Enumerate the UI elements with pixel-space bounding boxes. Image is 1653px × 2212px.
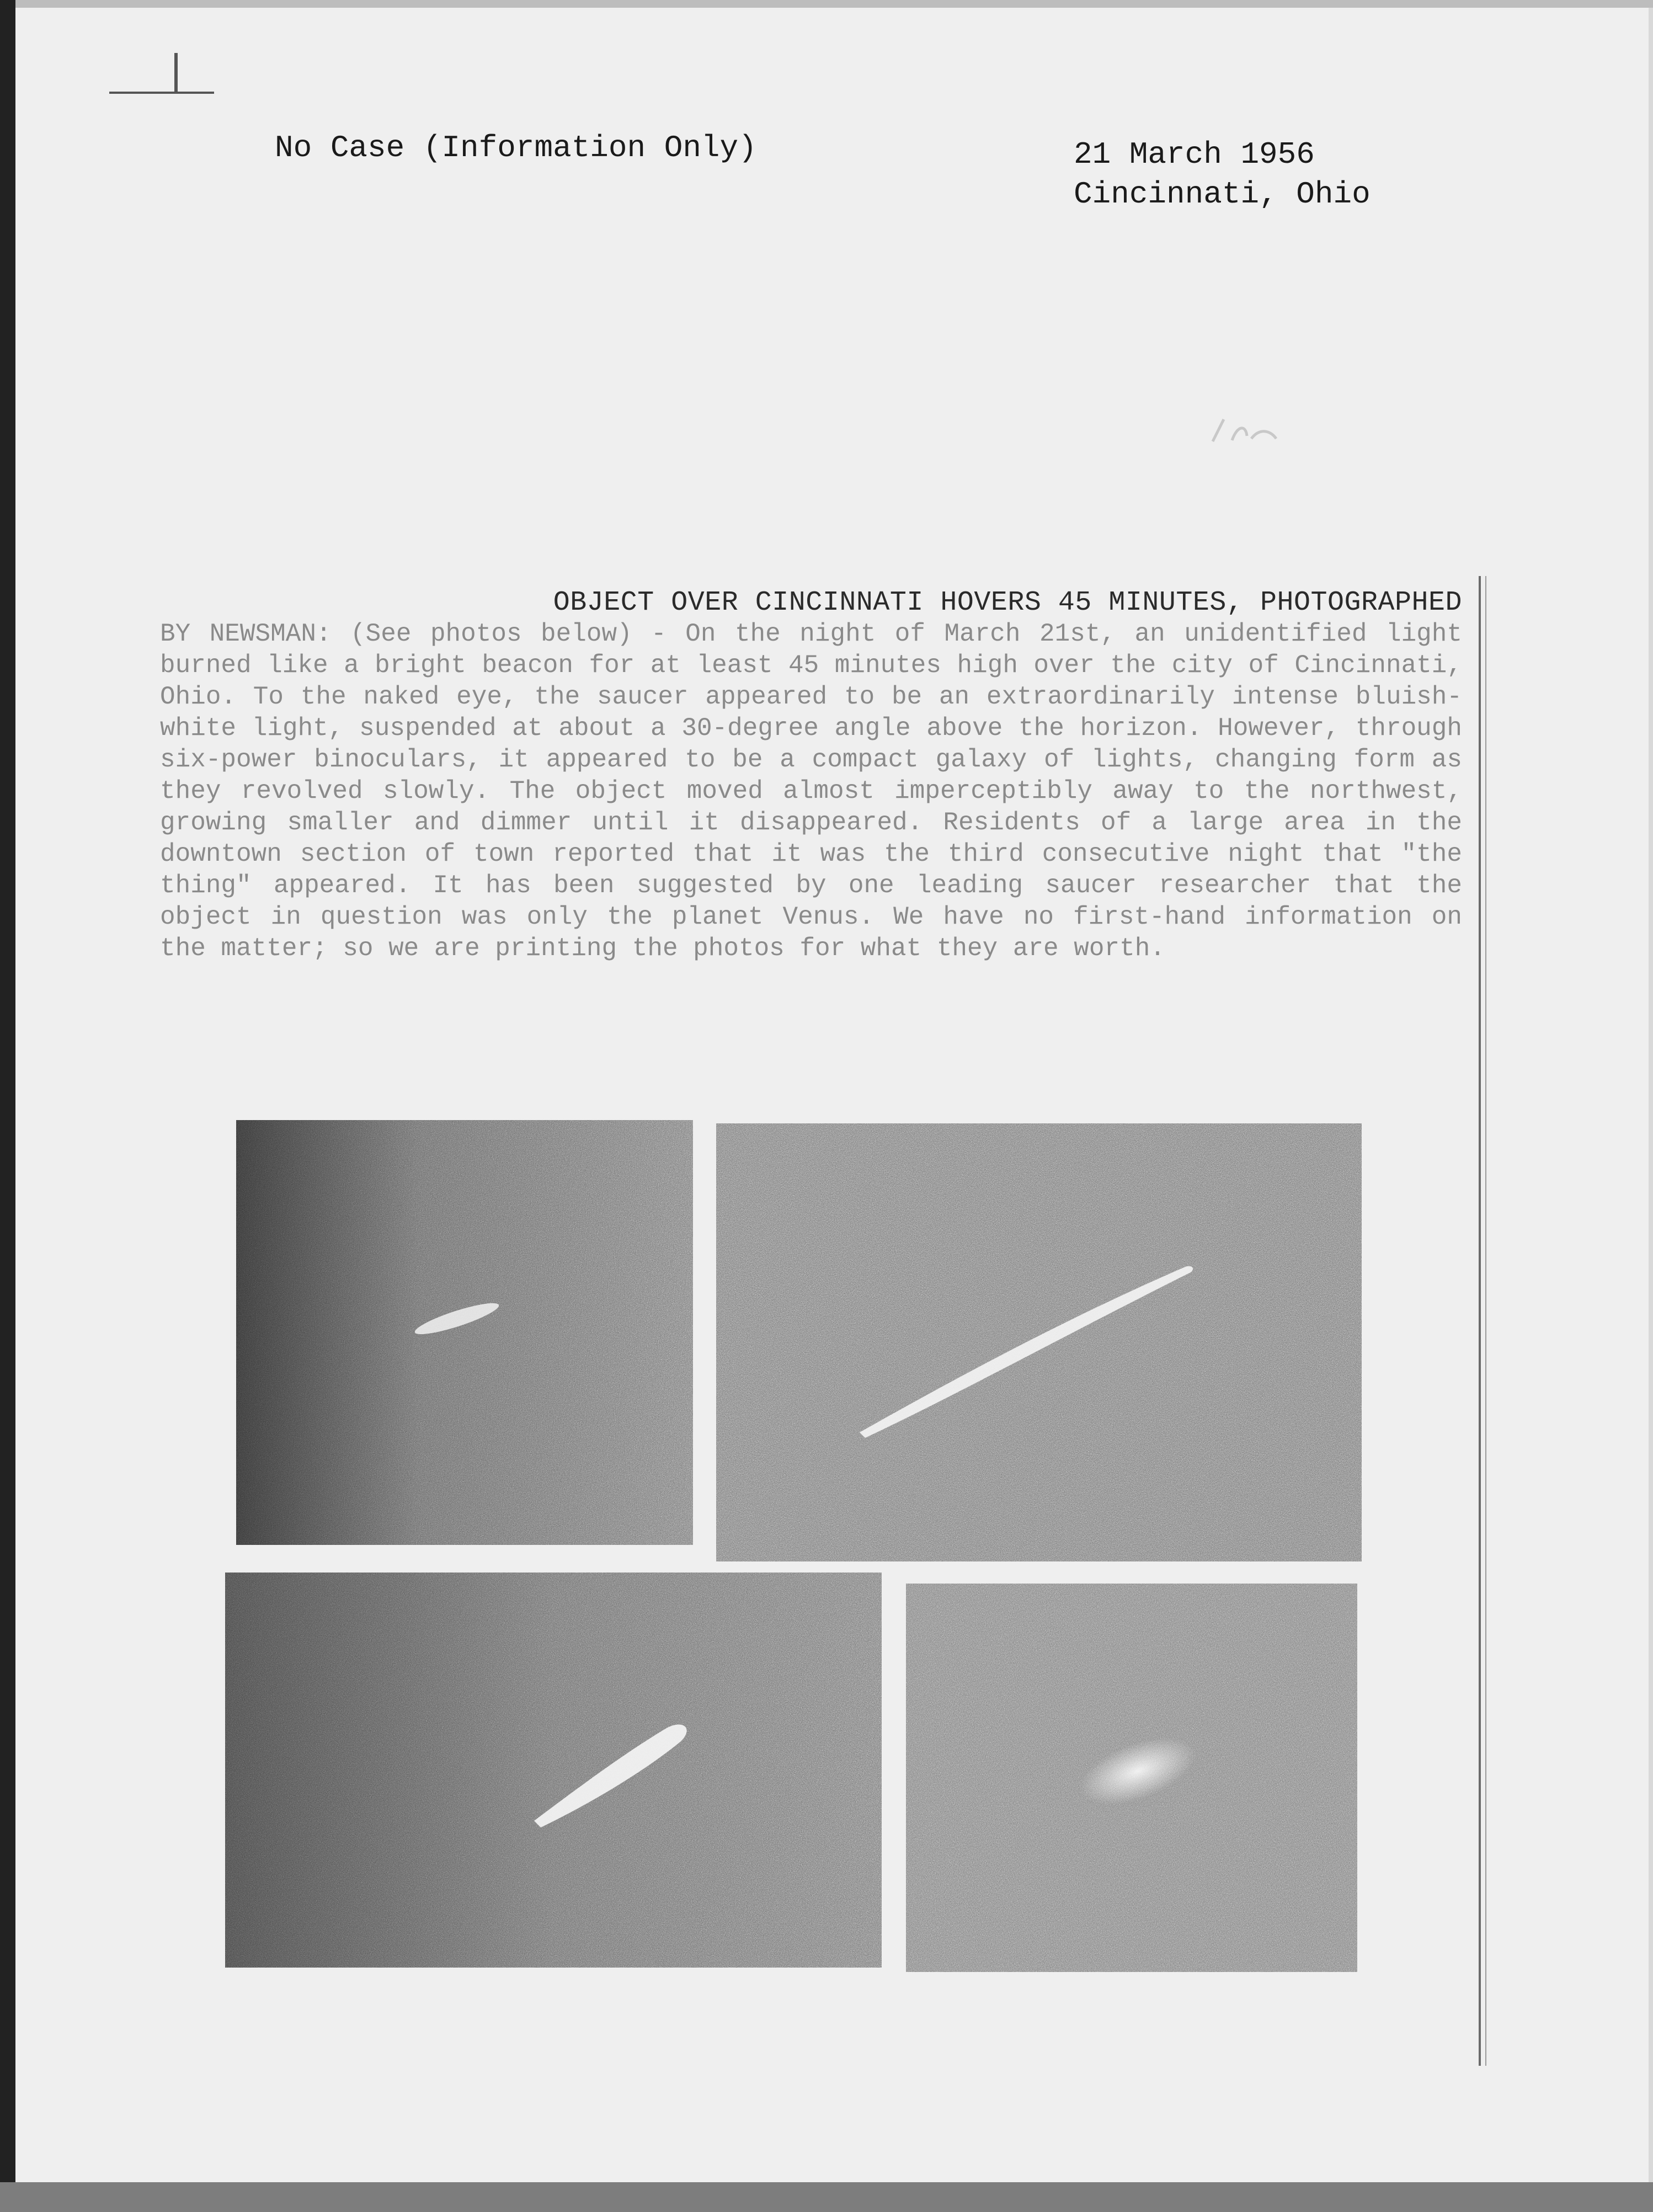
faint-streak-icon — [236, 1120, 693, 1545]
margin-rule-faint — [1485, 576, 1486, 2066]
news-clipping — [160, 587, 1462, 964]
document-date: 21 March 1956 — [1074, 137, 1315, 172]
corner-pen-mark — [109, 70, 214, 94]
photo-4 — [906, 1584, 1357, 1972]
photo-2 — [716, 1123, 1362, 1561]
date-location-block — [1074, 135, 1371, 214]
long-streak-icon — [716, 1123, 1362, 1561]
photo-3 — [225, 1573, 882, 1968]
photo-1 — [236, 1120, 693, 1545]
clipping-headline: OBJECT OVER CINCINNATI HOVERS 45 MINUTES, PHOTOGRAPHED — [553, 587, 1462, 619]
scan-edge-left — [0, 0, 15, 2212]
document-location: Cincinnati, Ohio — [1074, 177, 1371, 212]
diffuse-blob-icon — [906, 1584, 1357, 1972]
clipping-body: BY NEWSMAN: (See photos below) - On the night of March 21st, an unidentified light burned like a bright beacon for at least 45 minutes high over the city of Cincinnati, Ohio. To the naked eye, the saucer appeared to be an extraordinarily intense bluish-white light, suspended at about a 30-degree angle above the horizon. However, through six-power binoculars, it appeared to be a compact galaxy of lights, changing form as they revolved slowly. The object moved almost imperceptibly away to the northwest, growing smaller and dimmer until it disappeared. Residents of a large area in the downtown section of town reported that it was the third consecutive night that "the thing" appeared. It has been suggested by one leading saucer researcher that the object in question was only the planet Venus. We have no first-hand information on the matter; so we are printing the photos for what they are worth. — [160, 620, 1462, 963]
scan-edge-bottom — [0, 2182, 1653, 2212]
case-label: No Case (Information Only) — [275, 130, 757, 166]
scan-edge-top — [0, 0, 1653, 8]
margin-rule — [1479, 576, 1481, 2066]
pencil-scribble-icon — [1207, 414, 1284, 447]
comet-streak-icon — [225, 1573, 882, 1968]
